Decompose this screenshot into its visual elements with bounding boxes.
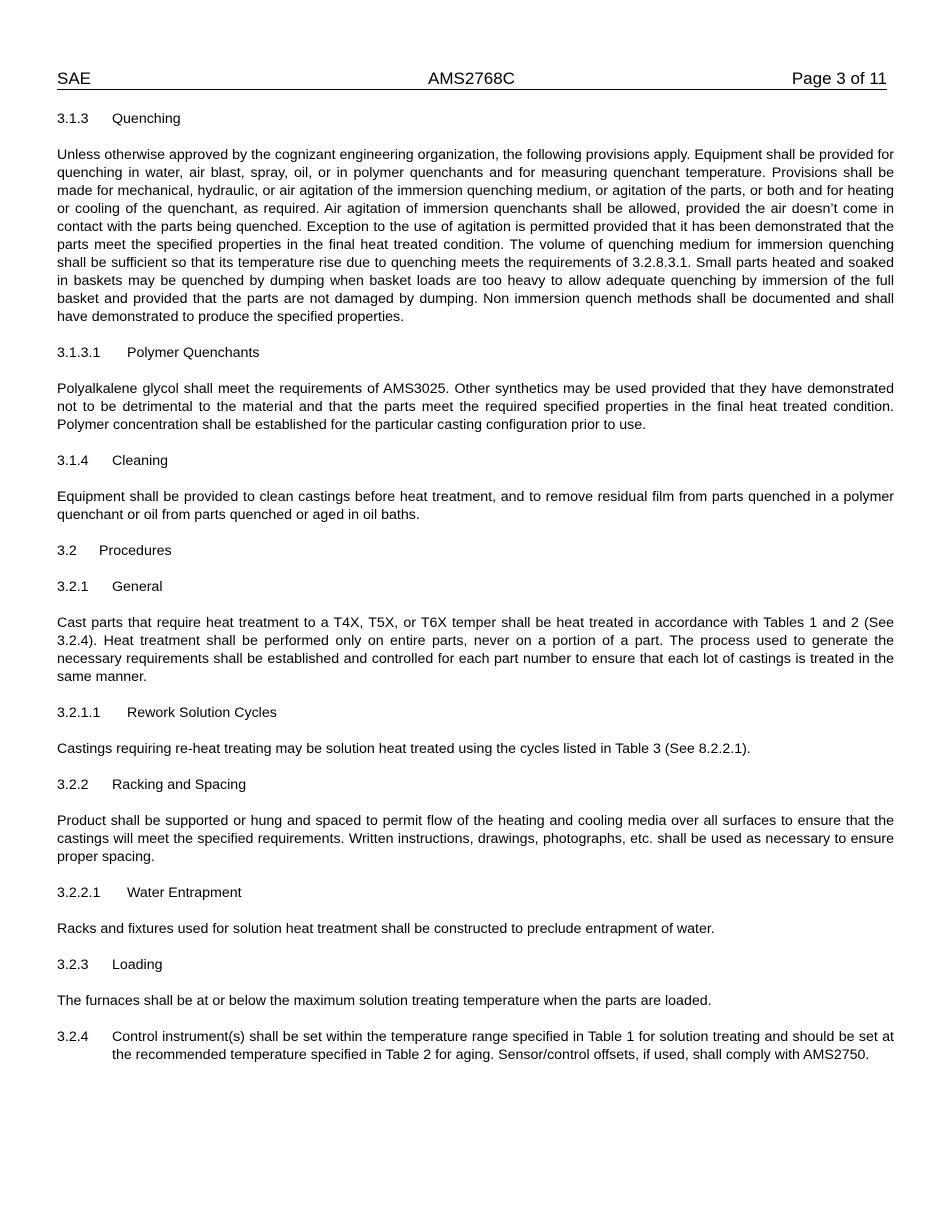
section-paragraph: Castings requiring re-heat treating may be solution heat treated using the cycles listed in Table 3 (See 8.2.2.1). xyxy=(57,741,751,757)
section-paragraph: Racks and fixtures used for solution heat treatment shall be constructed to preclude entrapment of water. xyxy=(57,921,715,937)
header-doc-number: AMS2768C xyxy=(428,69,515,88)
page-header xyxy=(57,68,887,90)
section-heading xyxy=(57,110,894,128)
section-number: 3.1.3.1 xyxy=(57,345,101,361)
section-title: Racking and Spacing xyxy=(112,777,247,793)
header-page-number: Page 3 of 11 xyxy=(791,69,887,88)
section-title: Loading xyxy=(112,957,163,973)
section-title: Procedures xyxy=(99,543,172,559)
section-paragraph: Unless otherwise approved by the cognizant engineering organization, the following provisions apply. Equipment shall be provided for quenching in water, air blast, spray, oil, or in polymer quenchants and for measuring quenchant temperature. Provisions shall be made for mechanical, hydraulic, or air agitation of the immersion quenching medium, or agitation of the parts, or both and for heating or cooling of the quenchant, as required. Air agitation of immersion quenchants shall be allowed, provided the air doesn’t come in contact with the parts being quenched. Exception to the use of agitation is permitted provided that it has been demonstrated that the parts meet the specified properties in the final heat treated condition. The volume of quenching medium for immersion quenching shall be sufficient so that its temperature rise due to quenching meets the requirements of 3.2.8.3.1. Small parts heated and soaked in baskets may be quenched by dumping when basket loads are too heavy to allow adequate quenching by immersion of the full basket and provided that the parts are not damaged by dumping. Non immersion quench methods shall be documented and shall have demonstrated to produce the specified properties. xyxy=(57,147,894,325)
section-heading xyxy=(57,344,894,362)
section-heading xyxy=(57,776,894,794)
section-heading xyxy=(57,452,894,470)
section-number: 3.2.1 xyxy=(57,579,89,595)
section-paragraph: Equipment shall be provided to clean castings before heat treatment, and to remove residual film from parts quenched in a polymer quenchant or oil from parts quenched or aged in oil baths. xyxy=(57,489,894,523)
header-org: SAE xyxy=(57,69,92,88)
section-number: 3.2.2.1 xyxy=(57,885,101,901)
section-number: 3.2.3 xyxy=(57,957,89,973)
section-title: General xyxy=(112,579,163,595)
section-paragraph: Control instrument(s) shall be set within the temperature range specified in Table 1 for solution treating and should be set at the recommended temperature specified in Table 2 for aging. Sensor/control offsets, if used, shall comply with AMS2750. xyxy=(112,1029,894,1063)
section-number: 3.1.3 xyxy=(57,111,89,127)
section-number: 3.2.2 xyxy=(57,777,89,793)
section-heading xyxy=(57,884,894,902)
section-title: Quenching xyxy=(112,111,181,127)
section-number: 3.2.4 xyxy=(57,1029,89,1045)
section-title: Water Entrapment xyxy=(127,885,242,901)
section-paragraph: The furnaces shall be at or below the maximum solution treating temperature when the parts are loaded. xyxy=(57,993,712,1009)
section-number: 3.2.1.1 xyxy=(57,705,101,721)
section-paragraph: Cast parts that require heat treatment to a T4X, T5X, or T6X temper shall be heat treated in accordance with Tables 1 and 2 (See 3.2.4). Heat treatment shall be performed only on entire parts, never on a portion of a part. The process used to generate the necessary requirements shall be established and controlled for each part number to ensure that each lot of castings is treated in the same manner. xyxy=(57,615,894,685)
section-paragraph: Polyalkalene glycol shall meet the requirements of AMS3025. Other synthetics may be used provided that they have demonstrated not to be detrimental to the material and that the parts meet the required specified properties in the final heat treated condition. Polymer concentration shall be established for the particular casting configuration prior to use. xyxy=(57,381,894,433)
section-heading xyxy=(57,542,894,560)
section-title: Polymer Quenchants xyxy=(127,345,260,361)
section-heading xyxy=(57,578,894,596)
section-heading xyxy=(57,956,894,974)
section-title: Rework Solution Cycles xyxy=(127,705,277,721)
section-number: 3.1.4 xyxy=(57,453,89,469)
section-title: Cleaning xyxy=(112,453,169,469)
section-number: 3.2 xyxy=(57,543,77,559)
section-heading xyxy=(57,704,894,722)
numbered-paragraph xyxy=(57,1028,894,1064)
document-body xyxy=(57,110,894,1064)
section-paragraph: Product shall be supported or hung and spaced to permit flow of the heating and cooling media over all surfaces to ensure that the castings will meet the specified requirements. Written instructions, drawings, photographs, etc. shall be used as necessary to ensure proper spacing. xyxy=(57,813,894,865)
